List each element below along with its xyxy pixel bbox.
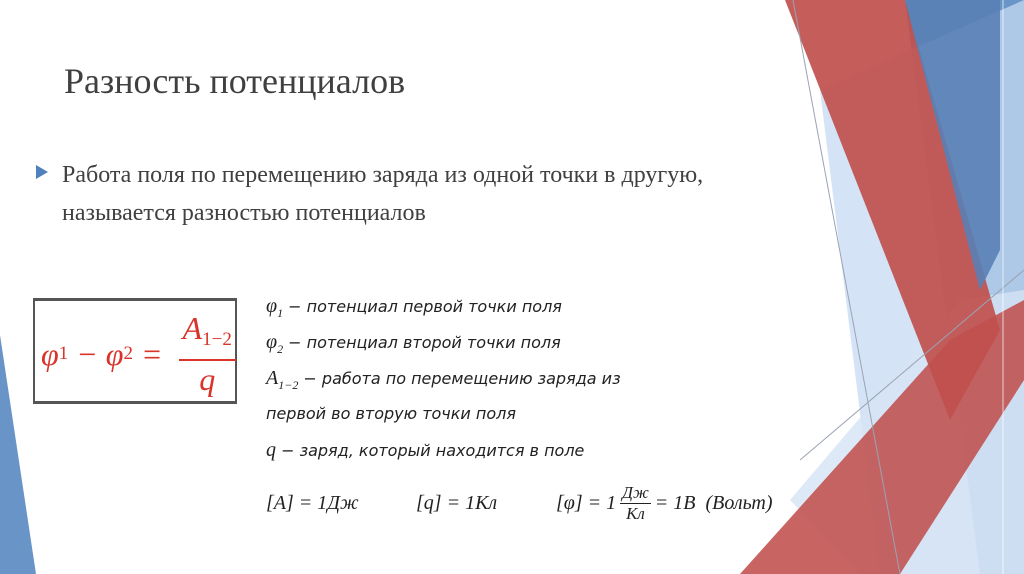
bullet-arrow-icon	[36, 165, 48, 179]
work-over-charge-fraction	[179, 311, 236, 397]
fraction-denominator: q	[199, 361, 216, 397]
definition-text: − работа по перемещению заряда из	[298, 369, 621, 388]
potential-unit-suffix: = 1В (Вольт)	[654, 491, 773, 514]
definition-text: − заряд, который находится в поле	[276, 441, 585, 460]
equals-sign: =	[133, 335, 171, 372]
phi-symbol: φ	[41, 335, 59, 372]
definition-symbol: $\varphi_2$	[266, 331, 284, 356]
slide-title: Разность потенциалов	[64, 61, 406, 101]
phi-symbol-2: φ	[105, 335, 124, 372]
fraction-numerator	[179, 311, 236, 361]
formula-box	[33, 298, 237, 404]
minus-sign: −	[68, 335, 106, 372]
definition-text: − потенциал второй точки поля	[283, 333, 561, 352]
definition-text: − потенциал первой точки поля	[283, 297, 562, 316]
bullet-item	[36, 156, 776, 232]
definition-symbol: $\varphi_1$	[266, 295, 284, 320]
definition-text: первой во вторую точки поля	[266, 404, 516, 423]
work-symbol: A	[182, 310, 203, 346]
phi-sub-1: 1	[58, 343, 69, 364]
potential-unit	[556, 478, 773, 528]
definition-row	[266, 290, 621, 326]
potential-difference-formula	[41, 311, 236, 397]
bullet-text: Работа поля по перемещению заряда из одной точки в другую, называется разностью потенциалов	[62, 162, 704, 226]
coulomb-label: Кл	[626, 503, 645, 523]
definition-symbol: q	[266, 439, 276, 461]
definitions-list	[266, 290, 621, 470]
joule-label: Дж	[622, 482, 649, 502]
joule-per-coulomb-fraction	[620, 483, 651, 524]
work-unit: [A] = 1Дж	[266, 491, 359, 514]
charge-unit: [q] = 1Кл	[416, 491, 498, 514]
definition-symbol: $A_{1-2}$	[266, 367, 299, 392]
units-row	[266, 478, 806, 528]
work-sub: 1−2	[202, 329, 232, 350]
definition-row	[266, 434, 621, 470]
left-blue-shape	[0, 335, 36, 574]
phi-sub-2: 2	[123, 343, 133, 364]
definition-row	[266, 398, 621, 434]
potential-unit-prefix: [φ] = 1	[556, 491, 617, 514]
definition-row	[266, 326, 621, 362]
definition-row	[266, 362, 621, 398]
